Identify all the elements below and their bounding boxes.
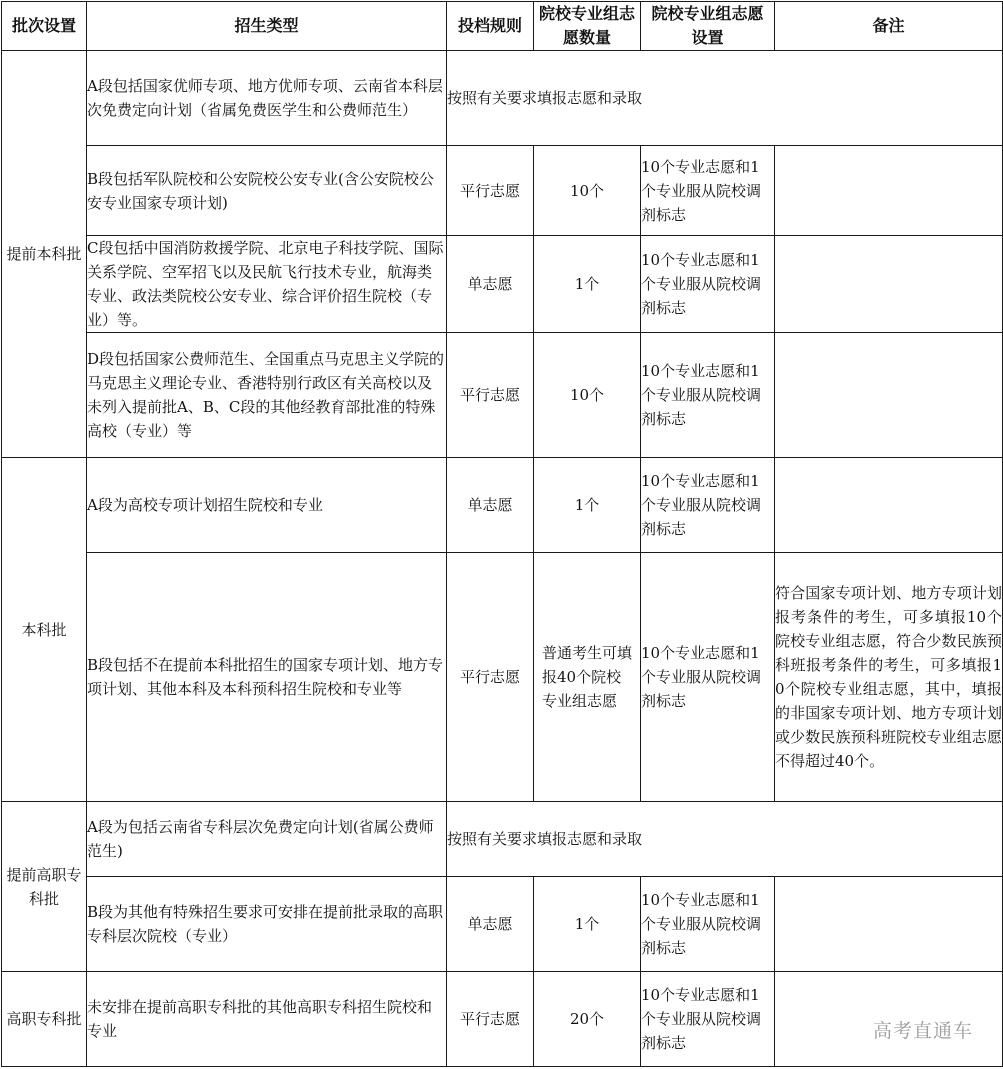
count-cell: 10个 <box>534 333 641 458</box>
merged-rule-cell: 按照有关要求填报志愿和录取 <box>447 802 1003 877</box>
volunteer-settings-table <box>1 1 1003 1067</box>
setting-cell: 10个专业志愿和1个专业服从院校调剂标志 <box>641 972 775 1067</box>
type-cell: D段包括国家公费师范生、全国重点马克思主义学院的马克思主义理论专业、香港特别行政区有关高校以及未列入提前批A、B、C段的其他经教育部批准的特殊高校（专业）等 <box>87 333 447 458</box>
table-row <box>2 802 1003 877</box>
note-cell: 符合国家专项计划、地方专项计划报考条件的考生，可多填报10个院校专业组志愿，符合少数民族预科班报考条件的考生，可多填报10个院校专业组志愿，其中，填报的非国家专项计划、地方专项计划或少数民族预科班院校专业组志愿不得超过40个。 <box>775 553 1003 802</box>
type-cell: A段为包括云南省专科层次免费定向计划(省属公费师范生) <box>87 802 447 877</box>
batch-cell: 提前高职专科批 <box>2 802 87 972</box>
rule-cell: 单志愿 <box>447 236 534 333</box>
header-row <box>2 2 1003 51</box>
setting-cell: 10个专业志愿和1个专业服从院校调剂标志 <box>641 458 775 553</box>
header-batch: 批次设置 <box>2 2 87 51</box>
header-setting: 院校专业组志愿设置 <box>641 2 775 51</box>
header-rule: 投档规则 <box>447 2 534 51</box>
table-row <box>2 458 1003 553</box>
batch-cell: 本科批 <box>2 458 87 802</box>
count-cell: 1个 <box>534 877 641 972</box>
type-cell: B段包括军队院校和公安院校公安专业(含公安院校公安专业国家专项计划) <box>87 146 447 236</box>
count-cell: 普通考生可填报40个院校专业组志愿 <box>534 553 641 802</box>
type-cell: B段为其他有特殊招生要求可安排在提前批录取的高职专科层次院校（专业） <box>87 877 447 972</box>
type-cell: A段包括国家优师专项、地方优师专项、云南省本科层次免费定向计划（省属免费医学生和公费师范生） <box>87 51 447 146</box>
table-row <box>2 553 1003 802</box>
count-cell: 10个 <box>534 146 641 236</box>
count-cell: 1个 <box>534 458 641 553</box>
table-row <box>2 333 1003 458</box>
rule-cell: 单志愿 <box>447 877 534 972</box>
setting-cell: 10个专业志愿和1个专业服从院校调剂标志 <box>641 553 775 802</box>
merged-rule-cell: 按照有关要求填报志愿和录取 <box>447 51 1003 146</box>
note-cell <box>775 146 1003 236</box>
note-cell <box>775 458 1003 553</box>
setting-cell: 10个专业志愿和1个专业服从院校调剂标志 <box>641 146 775 236</box>
note-cell <box>775 236 1003 333</box>
table-row <box>2 51 1003 146</box>
note-cell <box>775 333 1003 458</box>
header-note: 备注 <box>775 2 1003 51</box>
setting-cell: 10个专业志愿和1个专业服从院校调剂标志 <box>641 877 775 972</box>
rule-cell: 平行志愿 <box>447 553 534 802</box>
setting-cell: 10个专业志愿和1个专业服从院校调剂标志 <box>641 236 775 333</box>
type-cell: A段为高校专项计划招生院校和专业 <box>87 458 447 553</box>
table-row <box>2 972 1003 1067</box>
table-row <box>2 877 1003 972</box>
batch-cell: 提前本科批 <box>2 51 87 458</box>
type-cell: B段包括不在提前本科批招生的国家专项计划、地方专项计划、其他本科及本科预科招生院校和专业等 <box>87 553 447 802</box>
header-count: 院校专业组志愿数量 <box>534 2 641 51</box>
rule-cell: 平行志愿 <box>447 146 534 236</box>
batch-cell: 高职专科批 <box>2 972 87 1067</box>
type-cell: 未安排在提前高职专科批的其他高职专科招生院校和专业 <box>87 972 447 1067</box>
rule-cell: 单志愿 <box>447 458 534 553</box>
table-row <box>2 146 1003 236</box>
watermark-logo-text: 高考直通车 <box>872 1020 973 1042</box>
type-cell: C段包括中国消防救援学院、北京电子科技学院、国际关系学院、空军招飞以及民航飞行技术专业，航海类专业、政法类院校公安专业、综合评价招生院校（专业）等。 <box>87 236 447 333</box>
note-cell <box>775 877 1003 972</box>
rule-cell: 平行志愿 <box>447 333 534 458</box>
count-cell: 20个 <box>534 972 641 1067</box>
setting-cell: 10个专业志愿和1个专业服从院校调剂标志 <box>641 333 775 458</box>
count-cell: 1个 <box>534 236 641 333</box>
table-row <box>2 236 1003 333</box>
header-type: 招生类型 <box>87 2 447 51</box>
rule-cell: 平行志愿 <box>447 972 534 1067</box>
